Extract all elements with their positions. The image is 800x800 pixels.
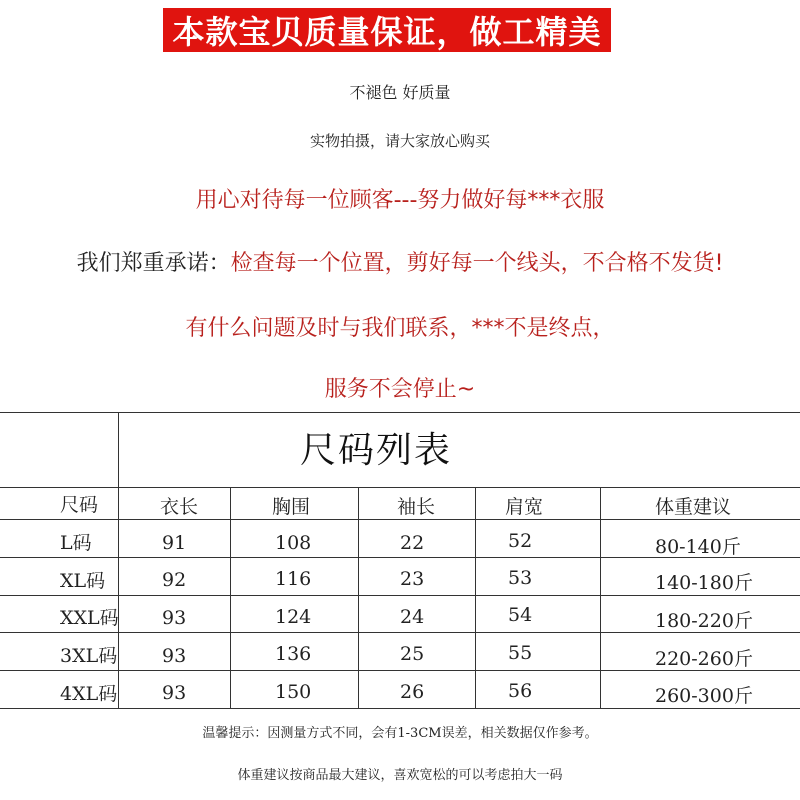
table-border-bottom — [0, 708, 800, 709]
table-cell: 260-300斤 — [655, 685, 753, 707]
header-chest: 胸围 — [272, 496, 311, 518]
table-cell: 116 — [275, 568, 312, 590]
table-cell: 22 — [400, 532, 425, 554]
header-shoulder: 肩宽 — [505, 496, 544, 518]
table-cell: 53 — [508, 567, 533, 589]
table-cell: 220-260斤 — [655, 648, 753, 670]
table-cell: 91 — [162, 532, 187, 554]
real-photo-text: 实物拍摄，请大家放心购买 — [309, 132, 490, 150]
table-rule — [475, 487, 476, 708]
table-rule — [0, 595, 800, 596]
service-text: 服务不会停止~ — [324, 377, 476, 402]
promise-label: 我们郑重承诺： — [76, 251, 231, 276]
contact-text: 有什么问题及时与我们联系，***不是终点， — [185, 316, 615, 341]
table-cell: 25 — [400, 643, 425, 665]
weight-note: 体重建议按商品最大建议，喜欢宽松的可以考虑拍大一码 — [237, 768, 563, 783]
table-rule — [0, 519, 800, 520]
promise-text — [0, 246, 800, 277]
measurement-note: 温馨提示：因测量方式不同，会有1-3CM误差，相关数据仅作参考。 — [202, 726, 598, 741]
table-cell: 24 — [400, 606, 425, 628]
table-cell: 52 — [508, 530, 533, 552]
promise-detail: 检查每一个位置，剪好每一个线头，不合格不发货! — [230, 251, 724, 276]
table-cell: 180-220斤 — [655, 610, 753, 632]
no-fade-text: 不褪色 好质量 — [349, 83, 451, 102]
table-cell: 93 — [162, 682, 187, 704]
table-cell: 26 — [400, 681, 425, 703]
table-cell: L码 — [60, 532, 92, 554]
table-cell: 140-180斤 — [655, 572, 753, 594]
quality-banner: 本款宝贝质量保证，做工精美 — [163, 8, 611, 52]
table-cell: 4XL码 — [60, 683, 118, 705]
table-rule — [600, 487, 601, 708]
table-cell: 92 — [162, 569, 187, 591]
customer-care-text: 用心对待每一位顾客---努力做好每***衣服 — [195, 188, 605, 213]
table-cell: 55 — [508, 642, 533, 664]
header-length: 衣长 — [160, 496, 199, 518]
table-rule — [358, 487, 359, 708]
table-cell: XXL码 — [60, 607, 119, 629]
table-cell: 93 — [162, 607, 187, 629]
table-cell: XL码 — [60, 570, 106, 592]
table-rule — [118, 412, 119, 708]
table-cell: 56 — [508, 680, 533, 702]
table-cell: 136 — [275, 643, 312, 665]
table-cell: 93 — [162, 645, 187, 667]
table-cell: 80-140斤 — [655, 536, 741, 558]
table-rule — [0, 487, 800, 488]
header-size: 尺码 — [60, 494, 99, 516]
table-title: 尺码列表 — [300, 430, 453, 471]
table-cell: 54 — [508, 604, 533, 626]
table-cell: 23 — [400, 568, 425, 590]
header-sleeve: 袖长 — [397, 496, 436, 518]
table-cell: 3XL码 — [60, 645, 118, 667]
header-weight: 体重建议 — [655, 496, 732, 518]
table-border-top — [0, 412, 800, 413]
table-rule — [230, 487, 231, 708]
table-cell: 150 — [275, 681, 312, 703]
table-cell: 108 — [275, 532, 312, 554]
table-cell: 124 — [275, 606, 312, 628]
